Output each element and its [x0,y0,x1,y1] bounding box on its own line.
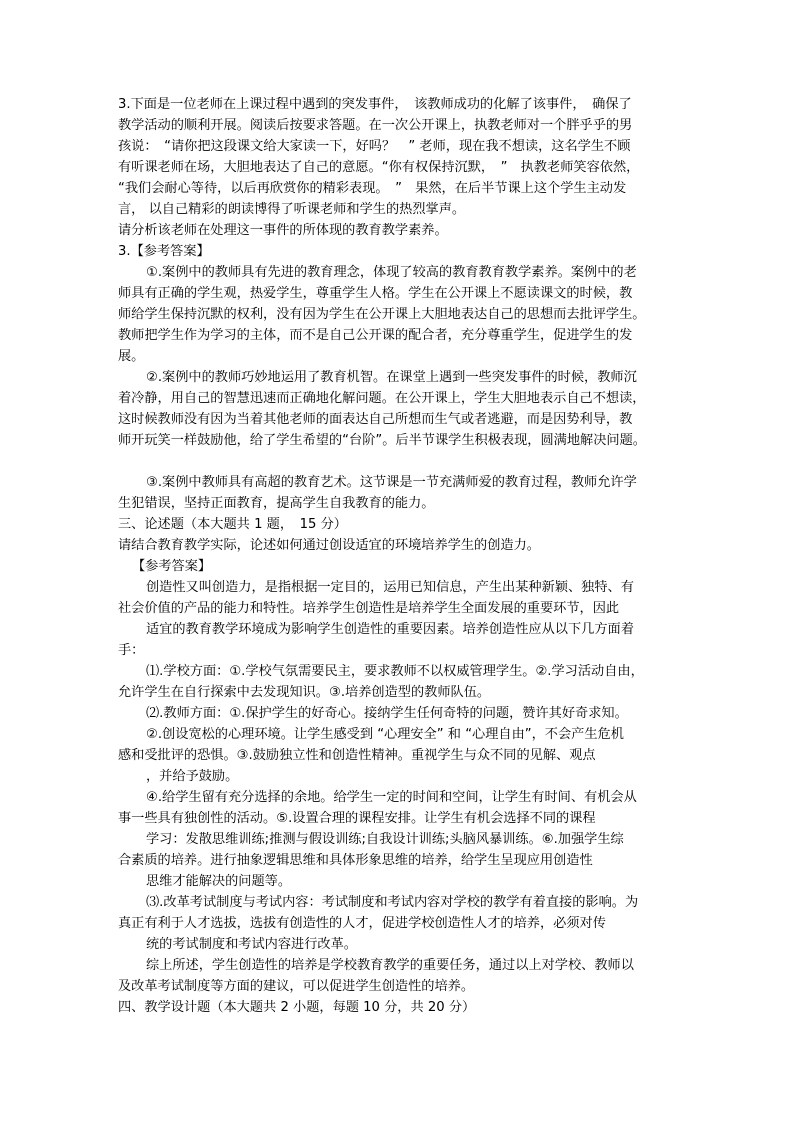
answer-3-para-1-line-2: 师具有正确的学生观，热爱学生，尊重学生人格。学生在公开课上不愿读课文的时候，教 [118,286,633,301]
essay-answer-line-2: 社会价值的产品的能力和特性。培养学生创造性是培养学生全面发展的重要环节，因此 [118,601,620,616]
answer-3-para-2-line-2: 着冷静，用自己的智慧迅速而正确地化解问题。在公开课上，学生大胆地表示自己不想读， [118,391,646,406]
essay-answer-line-8: ②.创设宽松的心理环境。让学生感受到 “心理安全” 和 “心理自由”，不会产生危机 [146,727,624,742]
essay-answer-line-16: ⑶.改革考试制度与考试内容：考试制度和考试内容对学校的教学有着直接的影响。为 [146,895,639,910]
essay-answer-line-11: ④.给学生留有充分选择的余地。给学生一定的时间和空间，让学生有时间、有机会从 [146,790,637,805]
essay-answer-line-4: 手： [118,643,145,658]
essay-answer-line-6: 允许学生在自行探索中去发现知识。③.培养创造型的教师队伍。 [118,685,491,700]
question-3-line-1: 3.下面是一位老师在上课过程中遇到的突发事件， 该教师成功的化解了该事件， 确保了 [118,97,632,112]
question-3-line-5: “我们会耐心等待，以后再欣赏你的精彩表现。 ” 果然，在后半节课上这个学生主动发 [118,181,627,196]
essay-answer-line-12: 事一些具有独创性的活动。⑤.设置合理的课程安排。让学生有机会选择不同的课程 [118,811,596,826]
answer-3-para-2-line-1: ②.案例中的教师巧妙地运用了教育机智。在课堂上遇到一些突发事件的时候，教师沉 [146,370,637,385]
answer-3-para-2-line-3: 这时候教师没有因为当着其他老师的面表达自己所想而生气或者逃避，而是因势利导，教 [118,412,633,427]
essay-conclusion-line-1: 综上所述，学生创造性的培养是学校教育教学的重要任务，通过以上对学校、教师以 [146,958,634,973]
essay-question: 请结合教育教学实际，论述如何通过创设适宜的环境培养学生的创造力。 [118,538,540,553]
essay-answer-line-15: 思维才能解决的问题等。 [146,874,292,889]
question-3-line-4: 有听课老师在场，大胆地表达了自己的意愿。“你有权保持沉默， ” 执教老师笑容依然， [118,160,640,175]
section-4-heading: 四、教学设计题（本大题共 2 小题，每题 10 分，共 20 分） [118,1000,476,1015]
answer-3-para-3-line-1: ③.案例中教师具有高超的教育艺术。这节课是一节充满师爱的教育过程，教师允许学 [146,475,637,490]
essay-answer-line-9: 感和受批评的恐惧。③.鼓励独立性和创造性精神。重视学生与众不同的见解、观点 [118,748,596,763]
section-3-heading: 三、论述题（本大题共 1 题， 15 分） [118,517,347,532]
answer-3-para-1-line-3: 师给学生保持沉默的权利，没有因为学生在公开课上大胆地表达自己的思想而去批评学生。 [118,307,646,322]
essay-answer-line-18: 统的考试制度和考试内容进行改革。 [146,937,357,952]
question-3-line-2: 教学活动的顺利开展。阅读后按要求答题。在一次公开课上，执教老师对一个胖乎乎的男 [118,118,633,133]
essay-answer-line-1: 创造性又叫创造力，是指根据一定目的，运用已知信息，产生出某种新颖、独特、有 [146,580,634,595]
essay-answer-line-5: ⑴.学校方面：①.学校气氛需要民主，要求教师不以权威管理学生。②.学习活动自由， [146,664,644,679]
answer-3-para-2-line-4: 师开玩笑一样鼓励他，给了学生希望的“台阶”。后半节课学生积极表现，圆满地解决问题。 [118,433,646,448]
essay-answer-heading: 【参考答案】 [132,559,212,574]
answer-3-para-3-line-2: 生犯错误，坚持正面教育，提高学生自我教育的能力。 [118,496,435,511]
essay-answer-line-13: 学习：发散思维训练;推测与假设训练;自我设计训练;头脑风暴训练。⑥.加强学生综 [146,832,624,847]
answer-3-heading: 3.【参考答案】 [118,244,210,259]
essay-answer-line-3: 适宜的教育教学环境成为影响学生创造性的重要因素。培养创造性应从以下几方面着 [146,622,634,637]
essay-answer-line-7: ⑵.教师方面：①.保护学生的好奇心。接纳学生任何奇特的问题，赞许其好奇求知。 [146,706,628,721]
essay-answer-line-10: ，并给予鼓励。 [146,769,239,784]
question-3-line-3: 孩说： “请你把这段课文给大家读一下，好吗？ ” 老师，现在我不想读，这名学生不顾 [118,139,631,154]
question-3-prompt: 请分析该老师在处理这一事件的所体现的教育教学素养。 [118,223,448,238]
essay-answer-line-17: 真正有利于人才选拔，选拔有创造性的人才，促进学校创造性人才的培养，必须对传 [118,916,606,931]
essay-conclusion-line-2: 及改革考试制度等方面的建议，可以促进学生创造性的培养。 [118,979,475,994]
answer-3-para-1-line-1: ①.案例中的教师具有先进的教育理念，体现了较高的教育教育教学素养。案例中的老 [146,265,637,280]
answer-3-para-1-line-5: 展。 [118,349,145,364]
essay-answer-line-14: 合素质的培养。进行抽象逻辑思维和具体形象思维的培养，给学生呈现应用创造性 [118,853,593,868]
question-3-line-6: 言， 以自己精彩的朗读博得了听课老师和学生的热烈掌声。 [118,202,466,217]
answer-3-para-1-line-4: 教师把学生作为学习的主体，而不是自己公开课的配合者，充分尊重学生，促进学生的发 [118,328,633,343]
